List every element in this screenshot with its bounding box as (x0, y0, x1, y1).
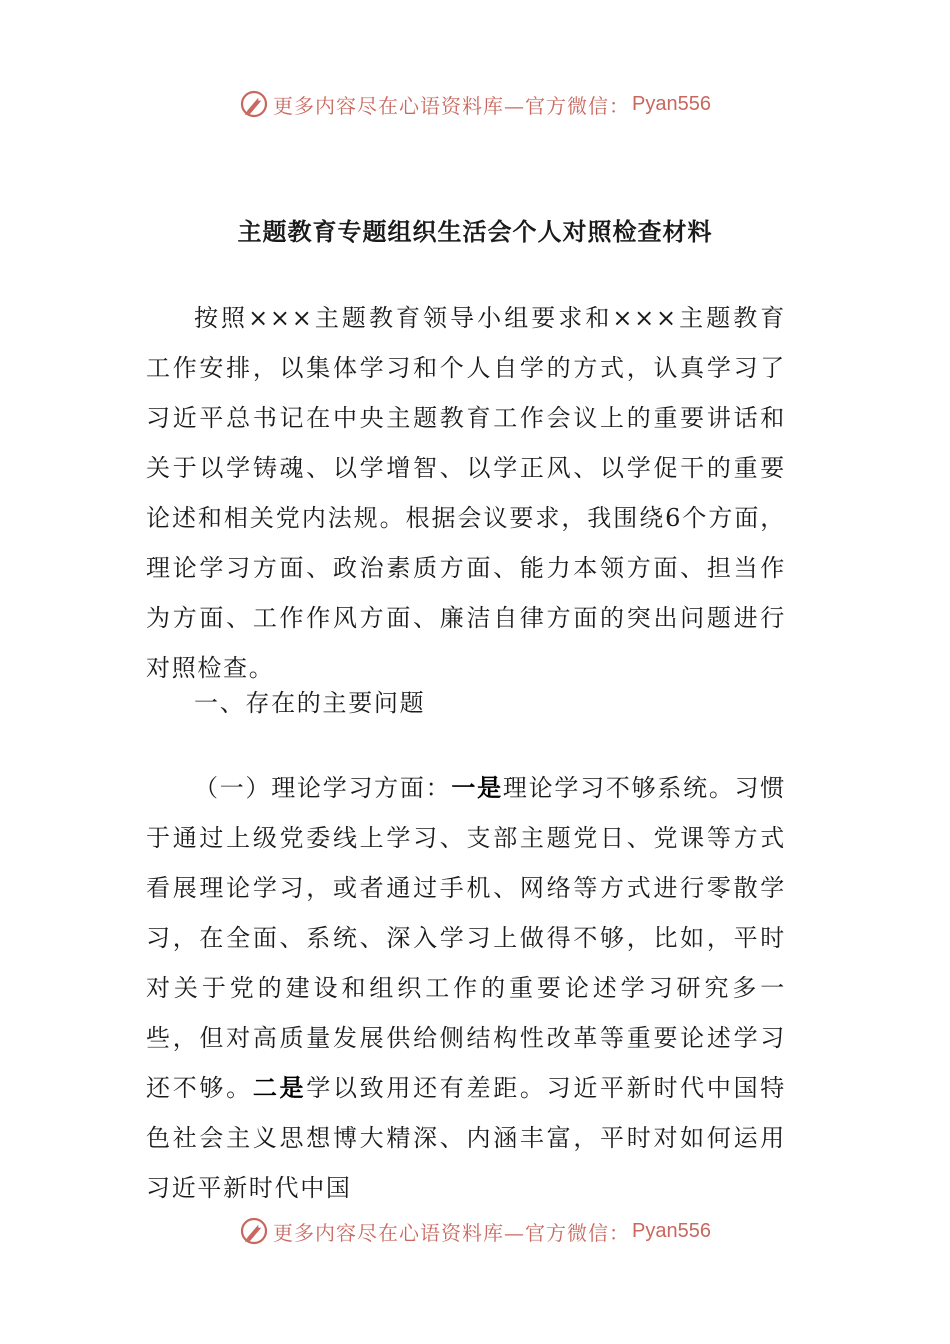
pen-nib-logo-icon (239, 1216, 269, 1246)
point-one-lead: 一是 (451, 773, 503, 802)
watermark-text: 更多内容尽在心语资料库—官方微信： (273, 93, 631, 118)
pen-nib-logo-icon (239, 89, 269, 119)
point-two-lead: 二是 (252, 1073, 307, 1102)
section-heading-problems: 一、存在的主要问题 (194, 689, 426, 717)
point-one-text: 理论学习不够系统。习惯于通过上级党委线上学习、支部主题党日、党课等方式看展理论学习，或者通过手机、网络等方式进行零散学习，在全面、系统、深入学习上做得不够，比如，平时对关于党的建设和组织工作的重要论述学习研究多一些，但对高质量发展供给侧结构性改革等重要论述学习还不够。 (146, 774, 786, 1102)
intro-paragraph: 按照×××主题教育领导小组要求和×××主题教育工作安排，以集体学习和个人自学的方式，认真学习了习近平总书记在中央主题教育工作会议上的重要讲话和关于以学铸魂、以学增智、以学正风、以学促干的重要论述和相关党内法规。根据会议要求，我围绕6个方面，理论学习方面、政治素质方面、能力本领方面、担当作为方面、工作作风方面、廉洁自律方面的突出问题进行对照检查。 (146, 304, 786, 682)
subsection-theory-study-paragraph (146, 763, 786, 1213)
watermark-text: 更多内容尽在心语资料库—官方微信： (273, 1220, 631, 1245)
watermark-wechat-id: Pyan556 (632, 92, 711, 115)
watermark-header (0, 84, 950, 124)
watermark-footer (0, 1211, 950, 1251)
watermark-wechat-id: Pyan556 (632, 1219, 711, 1242)
subsection-label: （一）理论学习方面： (194, 774, 452, 802)
document-title: 主题教育专题组织生活会个人对照检查材料 (237, 217, 713, 246)
point-two-text: 学以致用还有差距。习近平新时代中国特色社会主义思想博大精深、内涵丰富，平时对如何运用习近平新时代中国 (146, 1074, 786, 1202)
